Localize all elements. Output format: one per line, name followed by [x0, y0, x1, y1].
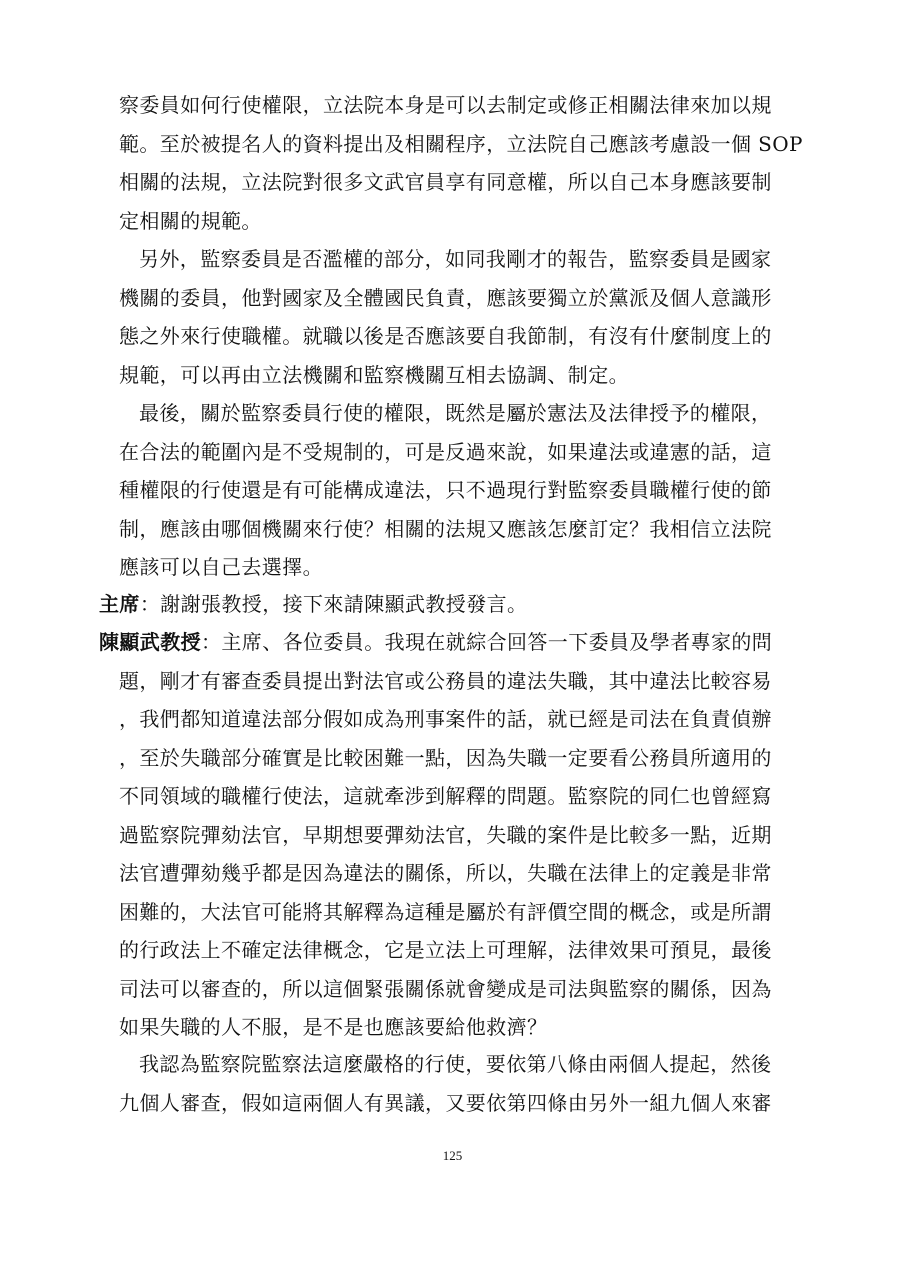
text-line: 規範，可以再由立法機關和監察機關互相去協調、制定。 — [119, 362, 629, 387]
text-line: 最後，關於監察委員行使的權限，既然是屬於憲法及法律授予的權限， — [139, 401, 772, 425]
chair-text: ：謝謝張教授，接下來請陳顯武教授發言。 — [139, 592, 528, 616]
text-line: 的行政法上不確定法律概念，它是立法上可理解，法律效果可預見，最後 — [119, 938, 772, 962]
text-line: 法官遭彈劾幾乎都是因為違法的關係，所以，失職在法律上的定義是非常 — [119, 861, 772, 885]
page-number: 125 — [442, 1148, 463, 1163]
speaker-line — [99, 623, 807, 662]
text-line: 過監察院彈劾法官，早期想要彈劾法官，失職的案件是比較多一點，近期 — [119, 822, 772, 847]
chen-text-first: ：主席、各位委員。我現在就綜合回答一下委員及學者專家的問 — [201, 630, 773, 654]
paragraph-final — [99, 1045, 807, 1122]
speaker-name-chair: 主席 — [99, 592, 140, 616]
chen-statement — [99, 623, 807, 1047]
text-line: 困難的，大法官可能將其解釋為這種是屬於有評價空間的概念，或是所謂 — [119, 899, 772, 924]
text-line: 司法可以審查的，所以這個緊張關係就會變成是司法與監察的關係，因為 — [119, 976, 772, 1001]
speaker-line — [99, 585, 807, 624]
paragraph-misconduct — [99, 240, 807, 394]
paragraph-powers — [99, 394, 807, 587]
speaker-name-chen: 陳顯武教授 — [99, 630, 201, 654]
text-line: ，至於失職部分確實是比較困難一點，因為失職一定要看公務員所適用的 — [119, 745, 772, 770]
text-line: 我認為監察院監察法這麼嚴格的行使，要依第八條由兩個人提起，然後 — [139, 1052, 772, 1076]
text-line: 在合法的範圍內是不受規制的，可是反過來說，如果違法或違憲的話，這 — [119, 439, 772, 464]
text-line: 不同領域的職權行使法，這就牽涉到解釋的問題。監察院的同仁也曾經寫 — [119, 784, 772, 808]
text-line: 種權限的行使還是有可能構成違法，只不過現行對監察委員職權行使的節 — [119, 478, 772, 502]
text-line: 如果失職的人不服，是不是也應該要給他救濟？ — [119, 1015, 548, 1039]
text-line: 九個人審查，假如這兩個人有異議，又要依第四條由另外一組九個人來審 — [119, 1090, 772, 1115]
text-line: 另外，監察委員是否濫權的部分，如同我剛才的報告，監察委員是國家 — [139, 247, 772, 271]
text-line: 機關的委員，他對國家及全體國民負責，應該要獨立於黨派及個人意識形 — [119, 285, 772, 310]
text-line: 態之外來行使職權。就職以後是否應該要自我節制，有沒有什麼制度上的 — [119, 324, 772, 348]
text-line: 制，應該由哪個機關來行使？相關的法規又應該怎麼訂定？我相信立法院 — [119, 516, 772, 541]
text-line: 定相關的規範。 — [119, 208, 262, 233]
text-line: 題，剛才有審查委員提出對法官或公務員的違法失職，其中違法比較容易 — [119, 668, 772, 693]
text-line: 察委員如何行使權限，立法院本身是可以去制定或修正相關法律來加以規 — [119, 93, 772, 117]
text-line: 應該可以自己去選擇。 — [119, 555, 323, 579]
chair-statement — [99, 585, 807, 624]
text-line: 範。至於被提名人的資料提出及相關程序，立法院自己應該考慮設一個 SOP — [119, 131, 803, 156]
text-line: ，我們都知道違法部分假如成為刑事案件的話，就已經是司法在負責偵辦 — [119, 707, 772, 731]
paragraph-continued — [99, 86, 807, 240]
text-line: 相關的法規，立法院對很多文武官員享有同意權，所以自己本身應該要制 — [119, 170, 772, 194]
